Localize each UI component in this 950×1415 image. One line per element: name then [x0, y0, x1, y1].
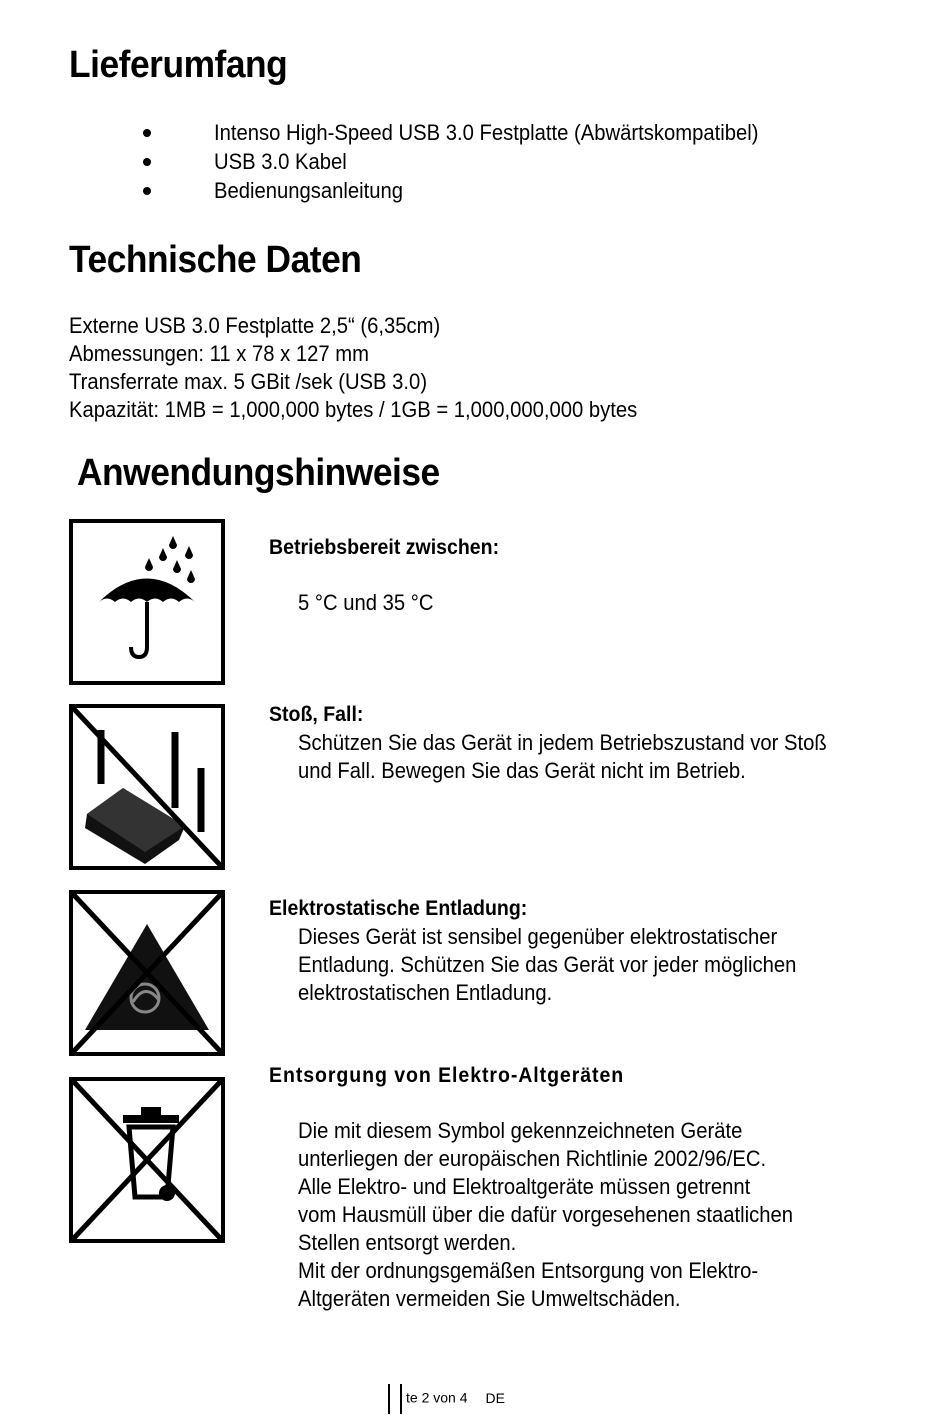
language-code: DE [485, 1389, 505, 1406]
section-title-weee: Entsorgung von Elektro-Altgeräten [269, 1064, 625, 1087]
page-footer [388, 1384, 505, 1414]
section-title-temperature: Betriebsbereit zwischen: [269, 536, 500, 559]
spec-line: Kapazität: 1MB = 1,000,000 bytes / 1GB = 1,000,000,000 bytes [69, 397, 638, 422]
spec-line: Transferrate max. 5 GBit /sek (USB 3.0) [69, 369, 428, 394]
page-marker-icon [388, 1384, 402, 1414]
weee-bin-icon [69, 1077, 225, 1243]
section-title-esd: Elektrostatische Entladung: [269, 897, 528, 920]
spec-line: Externe USB 3.0 Festplatte 2,5“ (6,35cm) [69, 313, 441, 338]
section-body-temperature: 5 °C und 35 °C [298, 590, 434, 615]
section-body-shock: Schützen Sie das Gerät in jedem Betriebszustand vor Stoß und Fall. Bewegen Sie das Gerät nicht im Betrieb. [298, 730, 827, 783]
heading-lieferumfang: Lieferumfang [69, 44, 288, 86]
heading-technische-daten: Technische Daten [69, 239, 362, 281]
bullet-icon [143, 129, 151, 137]
spec-list [69, 312, 687, 424]
section-body-esd: Dieses Gerät ist sensibel gegenüber elektrostatischer Entladung. Schützen Sie das Gerät vor jeder möglichen elektrostatischen Entladung. [298, 924, 797, 1005]
bullet-icon [143, 158, 151, 166]
spec-line: Abmessungen: 11 x 78 x 127 mm [69, 341, 370, 366]
page-number: te 2 von 4 [406, 1389, 468, 1406]
bullet-icon [143, 187, 151, 195]
section-title-shock: Stoß, Fall: [269, 703, 364, 726]
esd-warning-icon [69, 890, 225, 1056]
heading-anwendungshinweise: Anwendungshinweise [77, 452, 440, 494]
umbrella-rain-icon [69, 519, 225, 685]
section-body-weee: Die mit diesem Symbol gekennzeichneten Geräte unterliegen der europäischen Richtlinie 2002/96/EC. Alle Elektro- und Elektroaltgeräte müssen getrennt vom Hausmüll über die dafür vorgesehenen staatlichen Stellen entsorgt werden. Mit der ordnungsgemäßen Entsorgung von Elektro- Altgeräten vermeiden Sie Umweltschäden. [298, 1118, 794, 1311]
no-drop-icon [69, 704, 225, 870]
